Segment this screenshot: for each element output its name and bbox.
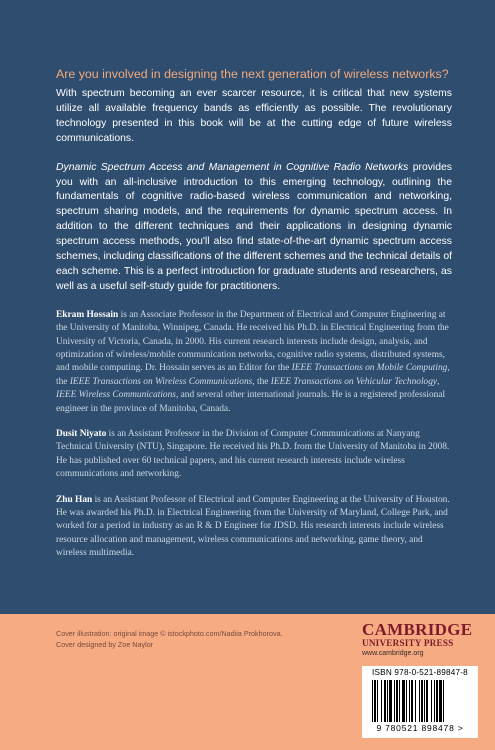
intro-paragraph: With spectrum becoming an ever scarcer resource, it is critical that new systems utilize all available frequency bands as efficiently as possible. The revolutionary technology presented in this book will be at the cutting edge of future wireless communications. [56, 88, 452, 144]
book-title: Dynamic Spectrum Access and Management in Cognitive Radio Networks [56, 161, 409, 173]
description-text: provides you with an all-inclusive introduction to this emerging technology, outlining the fundamentals of cognitive radio-based wireless communication and networking, spectrum sharing models, and the requirements for dynamic spectrum access. In addition to the different techniques and their applications in designing dynamic spectrum access methods, you'll also find state-of-the-art dynamic spectrum access schemes, including classifications of the different schemes and the technical details of each scheme. This is a perfect introduction for graduate students and researchers, as well as a useful self-study guide for practitioners. [56, 161, 452, 292]
journal-title: IEEE Transactions on Vehicular Technology [270, 376, 438, 387]
design-credit: Cover designed by Zoe Naylor [56, 640, 154, 649]
description-paragraph [56, 161, 452, 295]
author-bio-hossain [56, 309, 452, 416]
publisher-press: UNIVERSITY PRESS [362, 638, 454, 648]
author-name: Zhu Han [56, 494, 93, 505]
publisher-name: CAMBRIDGE [362, 620, 473, 639]
separator: , the [56, 363, 450, 387]
separator: , [437, 376, 440, 387]
author-name: Ekram Hossain [56, 309, 119, 320]
author-bio-text: is an Assistant Professor of Electrical and Computer Engineering at the University of Houston. He was awarded his Ph.D. in Electrical Engineering from the University of Maryland, College Park, and worked for a period in industry as an R & D Engineer for JDSD. His research interests include wireless resource allocation and management, wireless communications and networking, game theory, and wireless multimedia. [56, 494, 450, 559]
author-bio-text: , and several other international journals. He is a registered professional engineer in the province of Manitoba, Canada. [56, 390, 446, 414]
barcode-number: 9 780521 898478 > [376, 723, 464, 733]
barcode-icon [372, 680, 470, 722]
headline: Are you involved in designing the next generation of wireless networks? [56, 67, 449, 81]
journal-title: IEEE Transactions on Wireless Communications [69, 376, 253, 387]
journal-title: IEEE Wireless Communications [56, 390, 176, 401]
publisher-url: www.cambridge.org [362, 650, 424, 657]
author-name: Dusit Niyato [56, 429, 107, 440]
separator: , the [252, 376, 271, 387]
author-bio-niyato [56, 428, 452, 482]
isbn-label: ISBN 978-0-521-89847-8 [372, 668, 468, 677]
publisher-logo [362, 622, 478, 659]
illustration-credit: Cover illustration: original image © istockphoto.com/Nadiia Prokhorova. [56, 629, 283, 638]
author-bio-text: is an Assistant Professor in the Division of Computer Communications at Nanyang Technical University (NTU), Singapore. He received his Ph.D. from the University of Manitoba in 2008. He has published over 60 technical papers, and his current research interests include wireless communications and networking. [56, 429, 450, 480]
barcode-box [362, 666, 478, 738]
journal-title: IEEE Transactions on Mobile Computing [291, 363, 448, 374]
cover-credits [56, 628, 283, 650]
back-cover-text [56, 66, 452, 573]
author-bio-han [56, 494, 452, 561]
author-bio-text: is an Associate Professor in the Department of Electrical and Computer Engineering at the University of Manitoba, Winnipeg, Canada. He received his Ph.D. in Electrical Engineering from the University of Victoria, Canada, in 2000. His current research interests include design, analysis, and optimization of wireless/mobile communication networks, cognitive radio systems, distributed systems, and mobile computing. Dr. Hossain serves as an Editor for the [56, 309, 449, 374]
